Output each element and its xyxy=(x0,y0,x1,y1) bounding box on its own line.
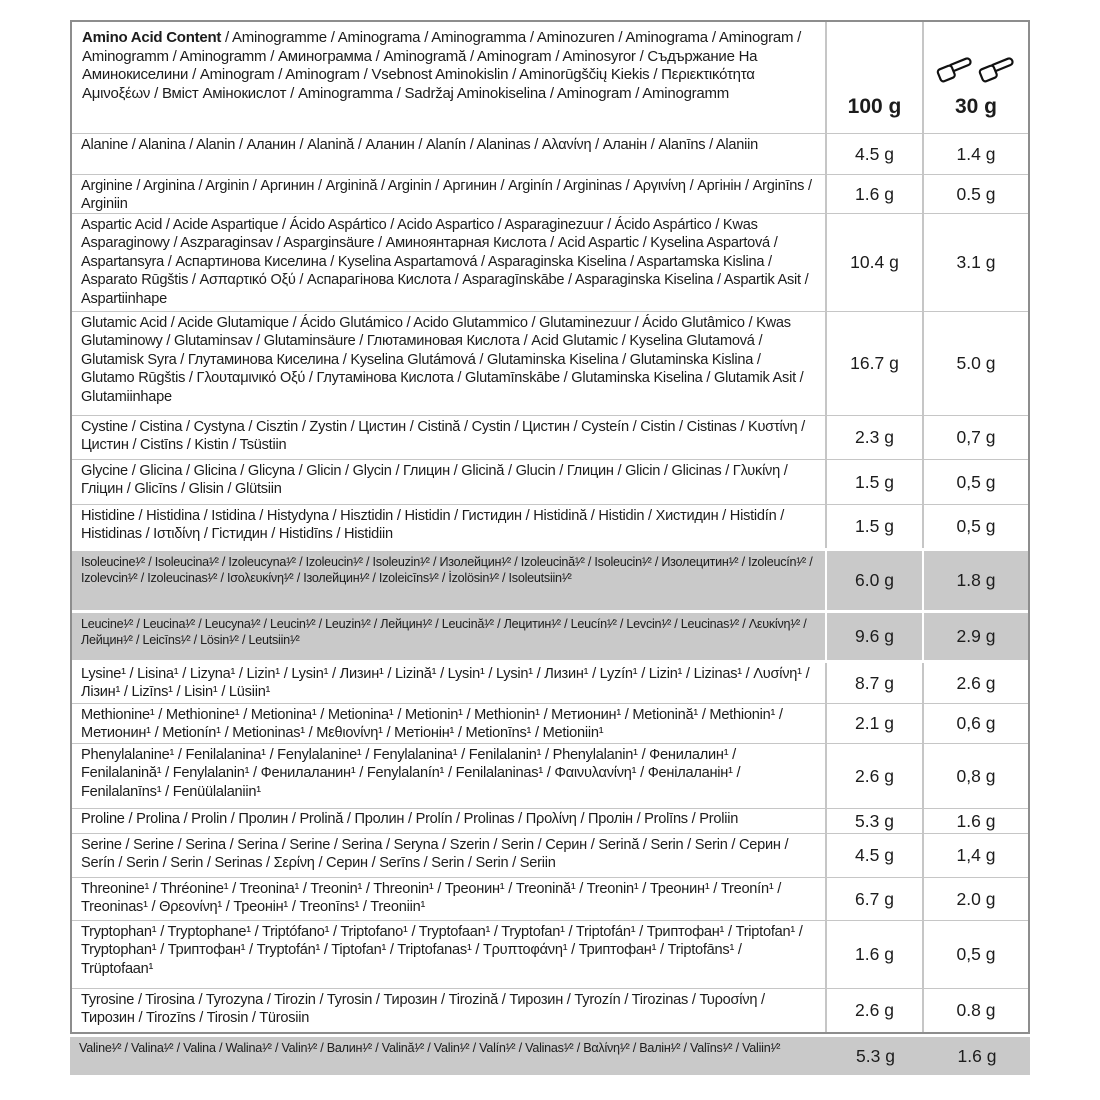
amino-acid-names: Isoleucine¹⁄² / Isoleucina¹⁄² / Izoleucyna¹⁄² / Izoleucin¹⁄² / Isoleuzin¹⁄² / Изолейцин¹⁄² / Izoleucină¹⁄² / Isoleucin¹⁄² / Изолецитин¹⁄² / Izoleucín¹⁄² / Izolevcin¹⁄² / Izoleucinas¹⁄² / Ισολευκίνη¹⁄² / Ізолейцин¹⁄² / Izoleicīns¹⁄² / İzolösin¹⁄² / Isoleutsiin¹⁄² xyxy=(81,555,813,585)
amino-acid-names: Proline / Prolina / Prolin / Пролин / Prolină / Пролин / Prolín / Prolinas / Προλίνη / Пролін / Prolīns / Proliin xyxy=(81,811,739,827)
table-row-tyrosine xyxy=(72,988,1028,1032)
value-per-100g: 2.6 g xyxy=(825,744,922,808)
scoop-icons xyxy=(935,53,1017,85)
amino-acid-names: Histidine / Histidina / Istidina / Histydyna / Hisztidin / Histidin / Гистидин / Histidină / Histidin / Хистидин / Histidín / Histidinas / Ιστιδίνη / Гістидин / Histidīns / Histidiin xyxy=(81,508,785,543)
value-per-30g: 0,6 g xyxy=(922,704,1028,743)
value-per-30g: 0,5 g xyxy=(922,460,1028,504)
value-per-30g: 5.0 g xyxy=(922,312,1028,415)
amino-acid-table-bordered-area xyxy=(70,20,1030,1034)
amino-acid-names: Phenylalanine¹ / Fenilalanina¹ / Fenylalanine¹ / Fenylalanina¹ / Fenilalanin¹ / Phenylalanin¹ / Фенилалин¹ / Fenilalanină¹ / Fenylalanin¹ / Фенилаланин¹ / Fenylalanín¹ / Fenilalaninas¹ / Φαινυλανίνη¹ / Фенілаланін¹ / Fenilalanīns¹ / Fenüülalaniin¹ xyxy=(81,747,741,800)
table-row-arginine xyxy=(72,174,1028,213)
table-row-methionine xyxy=(72,703,1028,743)
value-per-100g: 1.6 g xyxy=(825,175,922,213)
value-per-30g: 2.9 g xyxy=(922,613,1028,660)
amino-acid-names: Leucine¹⁄² / Leucina¹⁄² / Leucyna¹⁄² / Leucin¹⁄² / Leuzin¹⁄² / Лейцин¹⁄² / Leucină¹⁄² / Лецитин¹⁄² / Leucín¹⁄² / Levcin¹⁄² / Leucinas¹⁄² / Λευκίνη¹⁄² / Лейцин¹⁄² / Leicīns¹⁄² / Lösin¹⁄² / Leutsiin¹⁄² xyxy=(81,617,807,647)
value-per-30g: 1.4 g xyxy=(922,134,1028,174)
value-per-100g: 4.5 g xyxy=(825,834,922,877)
value-per-30g: 0,7 g xyxy=(922,416,1028,459)
value-per-30g: 2.0 g xyxy=(922,878,1028,920)
value-per-100g: 16.7 g xyxy=(825,312,922,415)
table-row-proline xyxy=(72,808,1028,833)
value-per-30g: 0.8 g xyxy=(922,989,1028,1032)
value-per-100g: 10.4 g xyxy=(825,214,922,311)
table-header-row xyxy=(72,22,1028,133)
amino-acid-names: Serine / Serine / Serina / Serina / Serine / Serina / Seryna / Szerin / Serin / Серин / Serină / Serin / Serin / Серин / Serín / Serin / Serin / Serinas / Σερίνη / Серин / Serīns / Serin / Serin / Seriin xyxy=(81,837,789,872)
column-header-100g-label: 100 g xyxy=(847,95,902,118)
value-per-100g: 1.5 g xyxy=(825,505,922,548)
table-row-phenylalanine xyxy=(72,743,1028,808)
amino-acid-names: Glycine / Glicina / Glicina / Glicyna / Glicin / Glycin / Глицин / Glicină / Glucin / Глицин / Glicin / Glicinas / Γλυκίνη / Гліцин / Glicīns / Glisin / Glütsiin xyxy=(81,463,788,498)
value-per-30g: 1.6 g xyxy=(957,1045,997,1066)
amino-acid-names: Tyrosine / Tirosina / Tyrozyna / Tirozin / Tyrosin / Тирозин / Tirozină / Тирозин / Tyrozín / Tirozinas / Τυροσίνη / Тирозин / Tirozīns / Tirosin / Türosiin xyxy=(81,992,765,1027)
scoop-icon xyxy=(977,53,1017,85)
value-per-30g: 1,4 g xyxy=(922,834,1028,877)
value-per-100g: 4.5 g xyxy=(825,134,922,174)
value-per-30g: 0.5 g xyxy=(922,175,1028,213)
amino-acid-names: Methionine¹ / Methionine¹ / Metionina¹ / Metionina¹ / Metionin¹ / Methionin¹ / Метионин¹ / Metionină¹ / Methionin¹ / Метионин¹ / Metionín¹ / Metioninas¹ / Μεθιονίνη¹ / Метіонін¹ / Metionīns¹ / Metioniin¹ xyxy=(81,707,783,742)
table-row-glycine xyxy=(72,459,1028,504)
table-row-cystine xyxy=(72,415,1028,459)
table-row-valine-highlighted xyxy=(70,1037,1030,1075)
table-row-isoleucine-highlighted xyxy=(72,548,1028,613)
table-title xyxy=(72,22,825,133)
value-per-100g: 2.1 g xyxy=(825,704,922,743)
value-per-100g: 6.0 g xyxy=(825,551,922,610)
value-per-100g: 9.6 g xyxy=(825,613,922,660)
table-row-lysine xyxy=(72,663,1028,703)
table-row-threonine xyxy=(72,877,1028,920)
amino-acid-names: Tryptophan¹ / Tryptophane¹ / Triptófano¹ / Triptofano¹ / Tryptofaan¹ / Tryptofan¹ / Triptofán¹ / Триптофан¹ / Triptofan¹ / Tryptophan¹ / Триптофан¹ / Tryptofán¹ / Tiptofan¹ / Triptofanas¹ / Τρυπτοφάνη¹ / Триптофан¹ / Triptofāns¹ / Trüptofaan¹ xyxy=(81,924,803,977)
table-row-serine xyxy=(72,833,1028,877)
amino-acid-table xyxy=(70,20,1030,1075)
value-per-100g: 1.6 g xyxy=(825,921,922,988)
value-per-30g: 3.1 g xyxy=(922,214,1028,311)
value-per-100g: 5.3 g xyxy=(825,809,922,833)
value-per-100g: 1.5 g xyxy=(825,460,922,504)
column-header-100g xyxy=(825,22,922,133)
value-per-100g: 2.6 g xyxy=(825,989,922,1032)
amino-acid-names: Arginine / Arginina / Arginin / Аргинин / Arginină / Arginin / Аргинин / Arginín / Argininas / Αργινίνη / Аргінін / Arginīns / Arginiin xyxy=(81,178,812,213)
table-row-tryptophan xyxy=(72,920,1028,988)
amino-acid-names: Aspartic Acid / Acide Aspartique / Ácido Aspártico / Acido Aspartico / Asparaginezuur / Ácido Aspártico / Kwas Asparaginowy / Aszparaginsav / Asparginsäure / Аминоянтарная Кислота / Acid Aspartic / Kyselina Aspartová / Aspartansyra / Аспартинова Киселина / Kyselina Aspartamová / Asparaginska Kiselina / Aspartamska Kislina / Asparato Rūgštis / Ασπαρτικό Οξύ / Аспарагінова Кислота / Asparagīnskābe / Asparaginska Kiselina / Aspartik Asit / Aspartiinhape xyxy=(81,217,809,307)
amino-acid-names: Cystine / Cistina / Cystyna / Cisztin / Zystin / Цистин / Cistină / Cystin / Цистин / Cysteín / Cistin / Cistinas / Κυστίνη / Цистин / Cistīns / Kistin / Tsüstiin xyxy=(81,419,805,454)
amino-acid-names: Glutamic Acid / Acide Glutamique / Ácido Glutámico / Acido Glutammico / Glutaminezuur / Ácido Glutâmico / Kwas Glutaminowy / Glutaminsav / Glutaminsäure / Глютаминовая Кислота / Acid Glutamic / Kyselina Glutamová / Glutamisk Syra / Глутаминова Киселина / Kyselina Glutámová / Glutaminska Kiselina / Glutaminska Kislina / Glutamo Rūgštis / Γλουταμινικό Οξύ / Глутамінова Кислота / Glutamīnskābe / Glutaminska Kiselina / Glutamik Asit / Glutamiinhape xyxy=(81,315,804,405)
table-row-aspartic-acid xyxy=(72,213,1028,311)
column-header-30g-label: 30 g xyxy=(954,95,998,118)
value-per-100g: 6.7 g xyxy=(825,878,922,920)
table-row-alanine xyxy=(72,133,1028,174)
value-per-100g: 8.7 g xyxy=(825,663,922,703)
amino-acid-names: Valine¹⁄² / Valina¹⁄² / Valina / Walina¹⁄² / Valin¹⁄² / Валин¹⁄² / Valină¹⁄² / Valin¹⁄² / Valín¹⁄² / Valinas¹⁄² / Βαλίνη¹⁄² / Валін¹⁄² / Valīns¹⁄² / Valiin¹⁄² xyxy=(79,1041,781,1055)
value-per-30g: 2.6 g xyxy=(922,663,1028,703)
table-row-histidine xyxy=(72,504,1028,548)
value-per-30g: 1.8 g xyxy=(922,551,1028,610)
amino-acid-names: Threonine¹ / Thréonine¹ / Treonina¹ / Treonin¹ / Threonin¹ / Треонин¹ / Treonină¹ / Treonin¹ / Треонин¹ / Treonín¹ / Treoninas¹ / Θρεονίνη¹ / Треонін¹ / Treonīns¹ / Treoniin¹ xyxy=(81,881,782,916)
table-title-bold: Amino Acid Content xyxy=(82,29,222,46)
table-row-leucine-highlighted xyxy=(72,613,1028,663)
column-header-30g xyxy=(922,22,1028,133)
scoop-icon xyxy=(935,53,975,85)
amino-acid-names: Alanine / Alanina / Alanin / Аланин / Alanină / Аланин / Alanín / Alaninas / Αλανίνη / Аланін / Alanīns / Alaniin xyxy=(81,137,758,153)
value-per-30g: 1.6 g xyxy=(922,809,1028,833)
value-per-30g: 0,5 g xyxy=(922,505,1028,548)
value-per-100g: 5.3 g xyxy=(856,1045,895,1066)
amino-acid-names: Lysine¹ / Lisina¹ / Lizyna¹ / Lizin¹ / Lysin¹ / Лизин¹ / Lizină¹ / Lysin¹ / Lysin¹ / Лизин¹ / Lyzín¹ / Lizin¹ / Lizinas¹ / Λυσίνη¹ / Лізин¹ / Lizīns¹ / Lisin¹ / Lüsiin¹ xyxy=(81,666,810,701)
value-per-30g: 0,8 g xyxy=(922,744,1028,808)
value-per-30g: 0,5 g xyxy=(922,921,1028,988)
table-row-glutamic-acid xyxy=(72,311,1028,415)
value-per-100g: 2.3 g xyxy=(825,416,922,459)
table-title-translations: / Aminogramme / Aminograma / Aminogramma / Aminozuren / Aminograma / Aminogram / Aminogramm / Aminogramm / Аминограмма / Aminogramă / Aminogram / Aminosyror / Съдържание На Аминокиселини / Aminogram / Aminogram / Vsebnost Aminokislin / Aminorūgščių Kiekis / Περιεκτικότητα Αμινοξέων / Вміст Амінокислот / Aminogramma / Sadržaj Aminokiselina / Aminogram / Aminogramm xyxy=(82,29,802,102)
